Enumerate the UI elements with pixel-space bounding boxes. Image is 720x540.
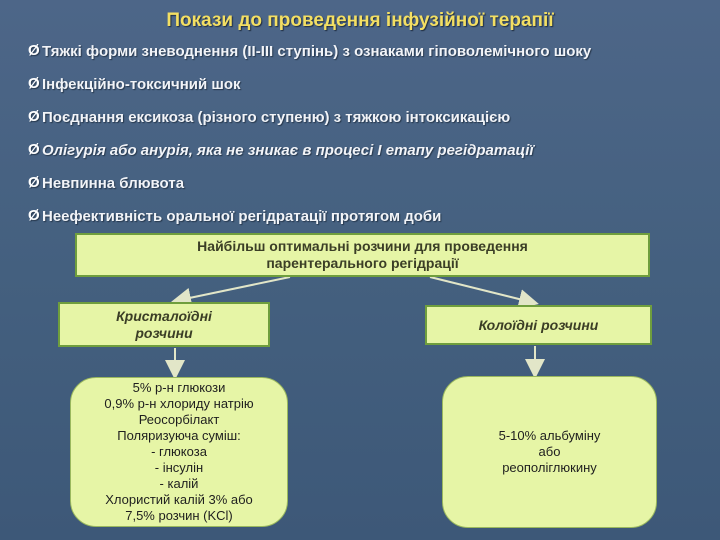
arrow-bullet-icon: Ø: [28, 174, 40, 191]
crystalloid-list: [70, 377, 288, 527]
bullet-text: Поєднання ексикоза (різного ступеню) з тяжкою інтоксикацією: [42, 109, 511, 126]
list-item: 5-10% альбуміну: [498, 428, 601, 443]
colloid-label: Колоїдні розчини: [478, 317, 599, 333]
arrow-bullet-icon: Ø: [28, 108, 40, 125]
bullet-text: Тяжкі форми зневоднення (ІІ-ІІІ ступінь) з ознаками гіповолемічного шоку: [42, 43, 592, 60]
optimal-solutions-line2: парентерального регідрації: [266, 255, 459, 271]
list-item: Хлористий калій 3% або: [105, 492, 253, 507]
list-item: Поляризуюча суміш:: [117, 428, 241, 443]
list-item: 7,5% розчин (KCl): [125, 508, 233, 523]
list-item: реополіглюкину: [502, 460, 597, 475]
slide-title: Покази до проведення інфузійної терапії: [166, 10, 554, 31]
list-item: - інсулін: [154, 460, 204, 475]
optimal-solutions-box: [75, 233, 650, 277]
arrow-bullet-icon: Ø: [28, 42, 40, 59]
bullet-text: Неефективність оральної регідратації протягом доби: [42, 208, 442, 225]
crystalloid-line2: розчини: [135, 324, 193, 341]
list-item: - калій: [159, 476, 199, 491]
crystalloid-box: [58, 302, 270, 347]
list-item: 5% р-н глюкози: [132, 380, 226, 395]
bullet-text: Олігурія або анурія, яка не зникає в процесі І етапу регідратації: [42, 142, 534, 159]
bullet-text: Інфекційно-токсичний шок: [42, 76, 241, 93]
arrow-bullet-icon: Ø: [28, 75, 40, 92]
arrow-to-colloid: [430, 277, 535, 303]
bullet-text: Невпинна блювота: [42, 175, 185, 192]
list-item: - глюкоза: [151, 444, 207, 459]
arrow-bullet-icon: Ø: [28, 207, 40, 224]
list-item: Реосорбілакт: [138, 412, 220, 427]
colloid-list: [442, 376, 657, 528]
list-item: 0,9% р-н хлориду натрію: [104, 396, 254, 411]
arrow-bullet-icon: Ø: [28, 141, 40, 158]
colloid-box: [425, 305, 652, 345]
optimal-solutions-line1: Найбільш оптимальні розчини для проведення: [197, 238, 528, 254]
list-item: або: [538, 444, 561, 459]
crystalloid-line1: Кристалоїдні: [116, 307, 212, 324]
arrow-to-crystalloid: [175, 277, 290, 301]
